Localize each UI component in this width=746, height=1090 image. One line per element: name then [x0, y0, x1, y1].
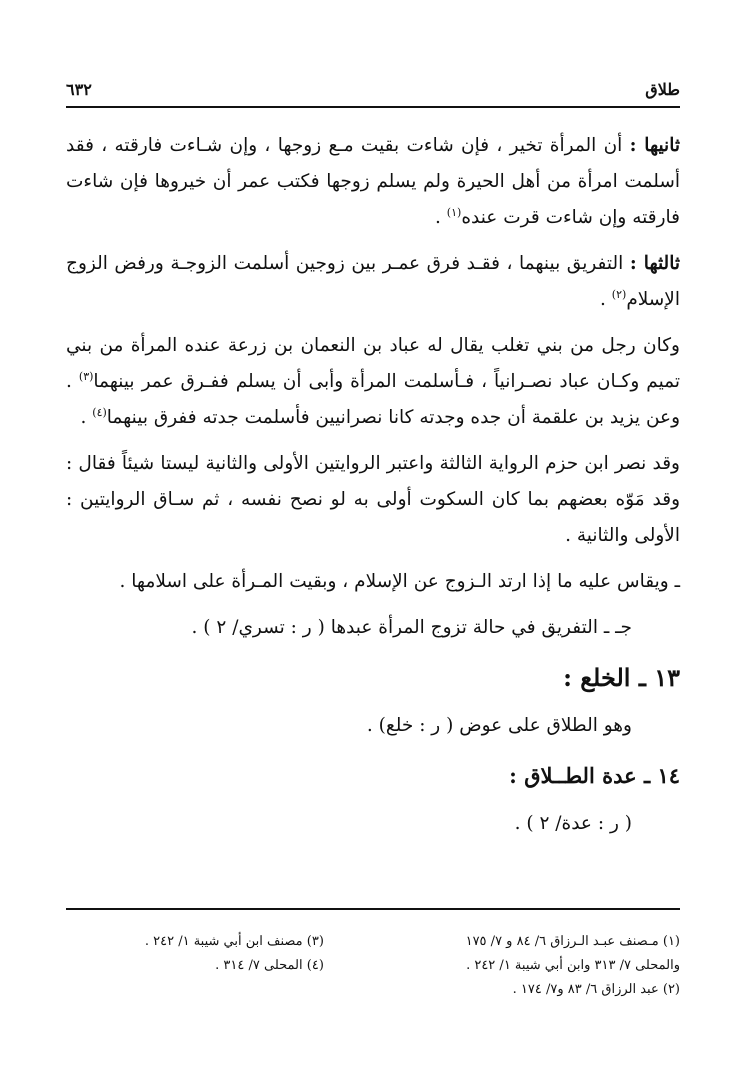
footnote-1-continued: والمحلى ٧/ ٣١٣ وابن أبي شيبة ١/ ٢٤٢ . [466, 958, 680, 973]
paragraph-text: ـ ويقاس عليه ما إذا ارتد الـزوج عن الإسلام ، وبقيت المـرأة على اسلامها . [119, 571, 680, 592]
paragraph-apostasy [66, 564, 680, 600]
footnote-row [66, 978, 680, 1002]
paragraph-text: التفريق بينهما ، فقـد فرق عمـر بين زوجين أسلمت الزوجـة ورفض الزوج الإسلام [66, 253, 680, 310]
paragraph-khul-definition [66, 708, 680, 744]
paragraph-text: جـ ـ التفريق في حالة تزوج المرأة عبدها ( ر : تسري/ ٢ ) . [191, 617, 632, 638]
footnote-empty [66, 978, 324, 1002]
sentence-end: . [80, 407, 93, 428]
footnote-ref-3: (٣) [78, 369, 94, 383]
paragraph-slave-marriage [66, 610, 680, 646]
paragraph-text: وكان رجل من بني تغلب يقال له عباد بن النعمان بن زرعة عنده المرأة من بني تميم وكـان عباد نصـرانياً ، فـأسلمت المرأة وأبى أن يسلم ففـرق عمر بينهما [66, 335, 681, 392]
section-heading-khul: ١٣ ـ الخلع : [563, 663, 680, 692]
paragraph-text-2: . وعن يزيد بن علقمة أن جده وجدته كانا نصرانيين فأسلمت جدته ففرق بينهما [66, 371, 680, 428]
sentence-end: . [435, 207, 447, 228]
paragraph-text: وقد نصر ابن حزم الرواية الثالثة واعتبر الروايتين الأولى والثانية ليستا شيئاً فقال : وقد مَوّه بعضهم بما كان السكوت أولى به لو نصح نفسه ، ثم سـاق الروايتين : الأولى والثانية . [66, 453, 680, 546]
paragraph-ibn-hazm [66, 446, 680, 554]
footnote-row [66, 954, 680, 978]
paragraph-text: أن المرأة تخير ، فإن شاءت بقيت مـع زوجها ، وإن شـاءت فارقته ، فقد أسلمت امرأة من أهل الحيرة ولم يسلم زوجها فكتب عمر أن خيروها فإن شاءت فارقته وإن شاءت قرت عنده [66, 135, 680, 228]
footnote-2: (٢) عبد الرزاق ٦/ ٨٣ و٧/ ١٧٤ . [512, 982, 680, 997]
running-title: طلاق [645, 80, 680, 99]
footnote-ref-1: (١) [446, 205, 462, 219]
label-second: ثانيها : [629, 135, 680, 156]
footnote-ref-4: (٤) [92, 405, 107, 419]
paragraph-text: وهو الطلاق على عوض ( ر : خلع) . [366, 715, 632, 736]
paragraph-narration [66, 328, 680, 436]
sentence-end: . [600, 289, 612, 310]
footnote-3: (٣) مصنف ابن أبي شيبة ١/ ٢٤٢ . [144, 934, 324, 949]
paragraph-iddah-ref [66, 806, 680, 842]
label-third: ثالثها : [629, 253, 680, 274]
footnote-4: (٤) المحلى ٧/ ٣١٤ . [215, 958, 324, 973]
section-heading-iddah: ١٤ ـ عدة الطــلاق : [509, 763, 680, 788]
paragraph-text: ( ر : عدة/ ٢ ) . [514, 813, 632, 834]
main-text [66, 128, 680, 852]
paragraph-third-option [66, 246, 680, 318]
footnote-row [66, 930, 680, 954]
footnotes [66, 908, 680, 1002]
page-number: ٦٣٢ [66, 80, 92, 99]
footnote-ref-2: (٢) [611, 287, 627, 301]
page-header [66, 78, 680, 108]
footnote-1: (١) مـصنف عبـد الـرزاق ٦/ ٨٤ و ٧/ ١٧٥ [465, 934, 680, 949]
paragraph-second-option [66, 128, 680, 236]
